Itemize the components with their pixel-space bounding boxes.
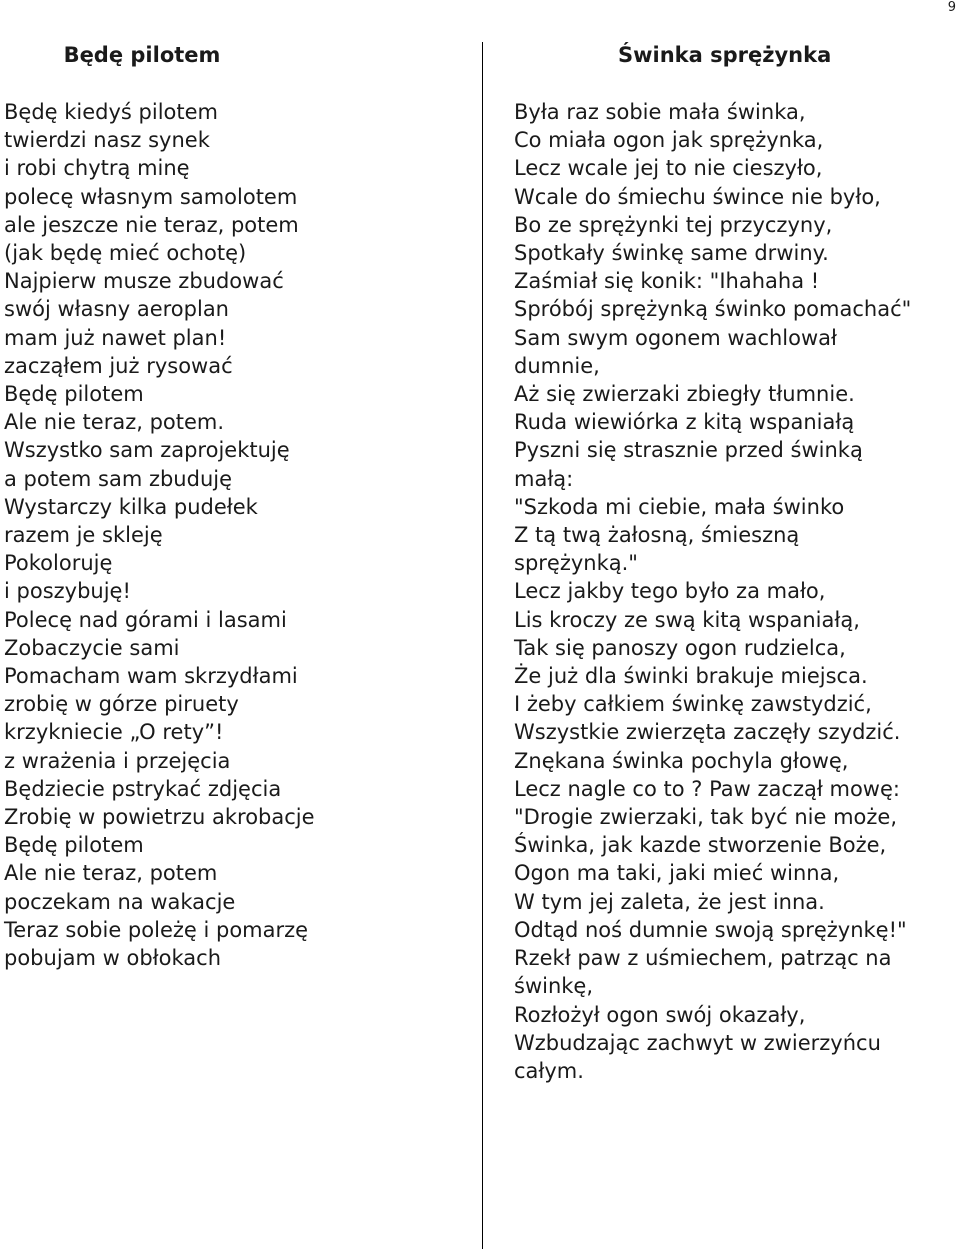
poem-line: Będę pilotem [4,382,144,407]
poem-line: Wszystko sam zaprojektuję [4,438,290,463]
poem-line: Była raz sobie mała świnka, [514,100,806,124]
poem-line: Aż się zwierzaki zbiegły tłumnie. [514,382,855,407]
poem-line: Zrobię w powietrzu akrobacje [4,805,315,830]
poem-line: Będę pilotem [4,833,144,858]
poem-line: dumnie, [514,353,600,378]
poem-line: Pyszni się strasznie przed świnką [514,438,863,463]
poem-title: Świnka sprężynka [618,43,832,67]
poem-line: Będę kiedyś pilotem [4,100,218,124]
poem-line: Będziecie pstrykać zdjęcia [4,776,282,801]
poem-line: Lecz nagle co to ? Paw zaczął mowę: [514,776,900,801]
poem-line: Rozłożył ogon swój okazały, [514,1002,806,1027]
poem-line: Rzekł paw z uśmiechem, patrząc na [514,946,892,971]
poem-line: poczekam na wakacje [4,889,236,914]
poem-line: Że już dla świnki brakuje miejsca. [514,664,868,689]
poem-line: Ale nie teraz, potem. [4,410,225,435]
poem-line: Z tą twą żałosną, śmieszną [514,523,800,548]
page-number: 9 [947,0,956,15]
poem-lines [4,98,474,972]
poem-line: (jak będę mieć ochotę) [4,241,247,266]
poem-line: Wszystkie zwierzęta zaczęły szydzić. [514,720,901,745]
poem-line: I żeby całkiem świnkę zawstydzić, [514,692,872,717]
poem-line: Zobaczycie sami [4,635,180,660]
poem-left [4,40,474,972]
poem-lines [514,98,958,1085]
poem-line: Zaśmiał się konik: "Ihahaha ! [514,269,820,294]
poem-line: świnkę, [514,974,594,999]
poem-line: Wcale do śmiechu śwince nie było, [514,184,881,209]
poem-line: Lis kroczy ze swą kitą wspaniałą, [514,607,860,632]
poem-line: polecę własnym samolotem [4,184,298,209]
poem-line: a potem sam zbuduję [4,466,233,491]
poem-line: twierdzi nasz synek [4,128,210,153]
poem-line: Pokoloruję [4,551,113,576]
poem-line: Najpierw musze zbudować [4,269,284,294]
poem-line: i robi chytrą minę [4,156,190,181]
column-divider [482,42,483,1249]
poem-line: małą: [514,466,574,491]
poem-line: Znękana świnka pochyla głowę, [514,748,849,773]
poem-line: Lecz jakby tego było za mało, [514,579,826,604]
poem-line: Spotkały świnkę same drwiny. [514,241,829,266]
poem-line: Pomacham wam skrzydłami [4,664,298,689]
poem-line: Wystarczy kilka pudełek [4,494,258,519]
poem-line: Tak się panoszy ogon rudzielca, [514,635,846,660]
poem-line: Ruda wiewiórka z kitą wspaniałą [514,410,855,435]
poem-line: Wzbudzając zachwyt w zwierzyńcu [514,1030,881,1055]
poem-line: Sam swym ogonem wachlował [514,325,837,350]
poem-line: Ale nie teraz, potem [4,861,218,886]
poem-line: krzykniecie „O rety”! [4,720,224,745]
poem-title: Będę pilotem [63,43,221,67]
poem-line: z wrażenia i przejęcia [4,748,231,773]
poem-line: Teraz sobie poleżę i pomarzę [4,917,309,942]
poem-line: Odtąd noś dumnie swoją sprężynkę!" [514,917,907,942]
poem-right [514,40,958,1085]
poem-line: pobujam w obłokach [4,946,222,971]
poem-line: Lecz wcale jej to nie cieszyło, [514,156,823,181]
poem-line: razem je skleję [4,523,163,548]
poem-line: Ogon ma taki, jaki mieć winna, [514,861,840,886]
poem-line: mam już nawet plan! [4,325,227,350]
poem-line: Polecę nad górami i lasami [4,607,287,632]
poem-line: całym. [514,1058,584,1083]
poem-line: Spróbój sprężynką świnko pomachać" [514,297,912,322]
poem-line: Bo ze sprężynki tej przyczyny, [514,212,833,237]
poem-line: sprężynką." [514,551,638,576]
poem-line: "Drogie zwierzaki, tak być nie może, [514,805,898,830]
poem-line: ale jeszcze nie teraz, potem [4,212,299,237]
poem-line: i poszybuję! [4,579,131,604]
poem-line: zacząłem już rysować [4,353,233,378]
poem-line: W tym jej zaleta, że jest inna. [514,889,825,914]
poem-line: Co miała ogon jak sprężynka, [514,128,824,153]
poem-line: Świnka, jak kazde stworzenie Boże, [514,833,887,858]
poem-line: zrobię w górze piruety [4,692,239,717]
poem-line: swój własny aeroplan [4,297,229,322]
poem-line: "Szkoda mi ciebie, mała świnko [514,494,845,519]
